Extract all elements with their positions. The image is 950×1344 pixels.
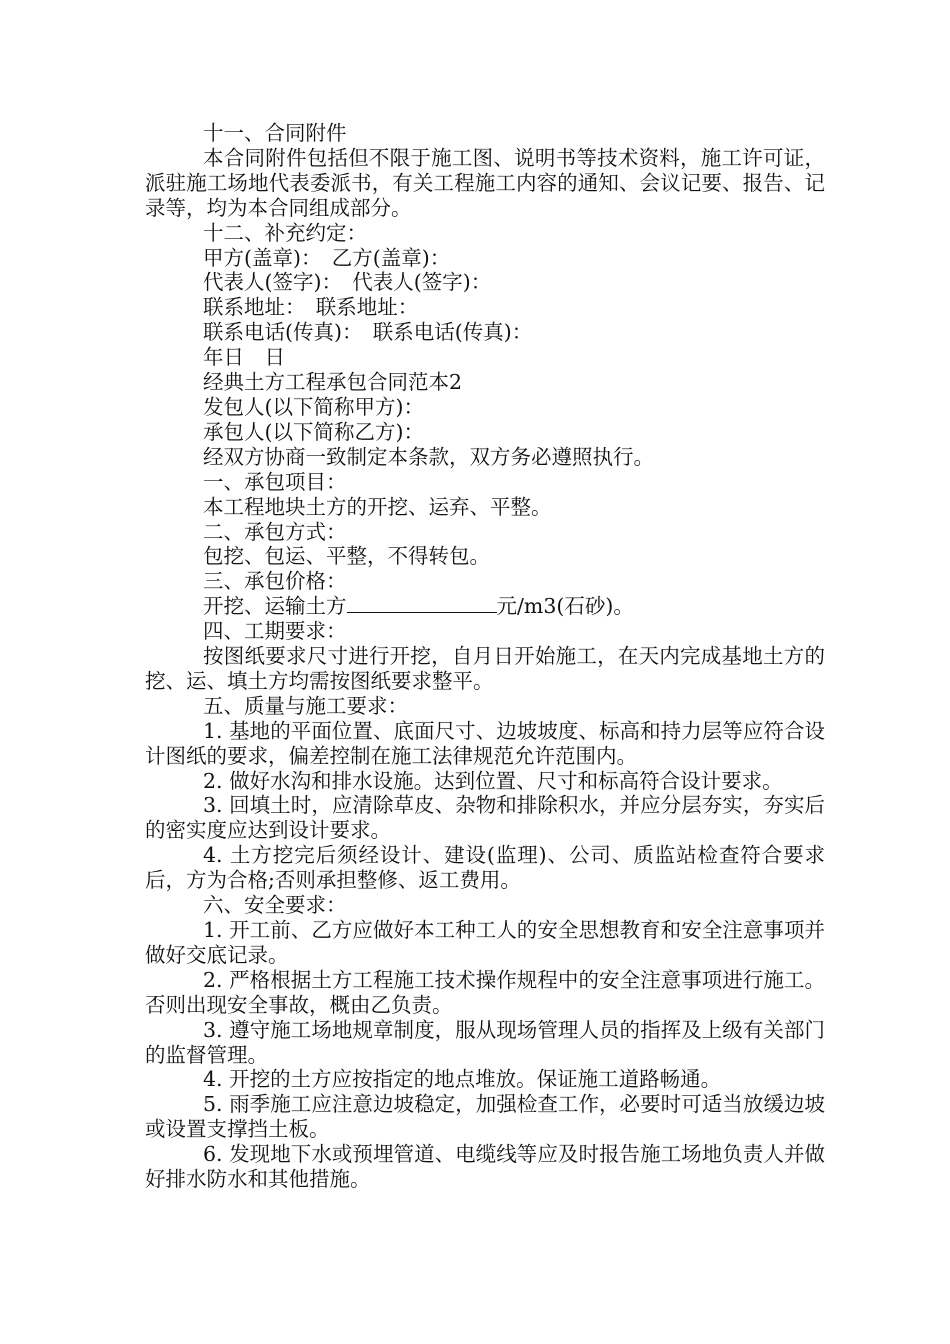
signature-line-phone: 联系电话(传真)： 联系电话(传真)：	[203, 320, 533, 345]
section-heading-method: 二、承包方式：	[203, 519, 347, 544]
signature-line-representative: 代表人(签字)： 代表人(签字)：	[203, 270, 492, 295]
section-heading-safety: 六、安全要求：	[203, 893, 347, 918]
section-heading-supplement: 十二、补充约定：	[203, 220, 367, 245]
section-heading-attachments: 十一、合同附件	[203, 121, 347, 145]
safety-item-5: 5. 雨季施工应注意边坡稳定，加强检查工作，必要时可适当放缓边坡或设置支撑挡土板。	[145, 1092, 825, 1142]
signature-line-date: 年日 日	[203, 345, 285, 370]
price-line	[145, 594, 825, 619]
signature-line-seal: 甲方(盖章)： 乙方(盖章)：	[203, 245, 451, 270]
quality-item-1: 1. 基地的平面位置、底面尺寸、边坡坡度、标高和持力层等应符合设计图纸的要求，偏差控制在施工法律规范允许范围内。	[145, 718, 825, 768]
section-heading-price: 三、承包价格：	[203, 569, 347, 594]
paragraph-project-text: 本工程地块土方的开挖、运弃、平整。	[203, 494, 552, 519]
party-a-line: 发包人(以下简称甲方)：	[203, 394, 424, 419]
document-title-sample-2: 经典土方工程承包合同范本2	[203, 370, 463, 395]
safety-item-3: 3. 遵守施工场地规章制度，服从现场管理人员的指挥及上级有关部门的监督管理。	[145, 1017, 825, 1067]
agreement-statement: 经双方协商一致制定本条款，双方务必遵照执行。	[203, 444, 654, 469]
safety-item-6: 6. 发现地下水或预埋管道、电缆线等应及时报告施工场地负责人并做好排水防水和其他措施。	[145, 1142, 825, 1192]
safety-item-4: 4. 开挖的土方应按指定的地点堆放。保证施工道路畅通。	[203, 1067, 722, 1092]
price-line-suffix: 元/m3(石砂)。	[496, 594, 634, 619]
signature-line-address: 联系地址： 联系地址：	[203, 295, 419, 320]
paragraph-method-text: 包挖、包运、平整，不得转包。	[203, 544, 490, 569]
document-body	[145, 121, 825, 1192]
safety-item-2: 2. 严格根据土方工程施工技术操作规程中的安全注意事项进行施工。否则出现安全事故，概由乙负责。	[145, 967, 825, 1017]
quality-item-2: 2. 做好水沟和排水设施。达到位置、尺寸和标高符合设计要求。	[203, 768, 783, 793]
price-blank-field	[347, 594, 497, 613]
party-b-line: 承包人(以下简称乙方)：	[203, 419, 424, 444]
quality-item-4: 4. 土方挖完后须经设计、建设(监理)、公司、质监站检查符合要求后，方为合格;否则承担整修、返工费用。	[145, 843, 825, 893]
quality-item-3: 3. 回填土时，应清除草皮、杂物和排除积水，并应分层夯实，夯实后的密实度应达到设计要求。	[145, 793, 825, 843]
paragraph-attachments-text: 本合同附件包括但不限于施工图、说明书等技术资料，施工许可证，派驻施工场地代表委派书，有关工程施工内容的通知、会议记要、报告、记录等，均为本合同组成部分。	[145, 145, 825, 220]
section-heading-project: 一、承包项目：	[203, 469, 347, 494]
section-heading-quality: 五、质量与施工要求：	[203, 693, 408, 718]
safety-item-1: 1. 开工前、乙方应做好本工种工人的安全思想教育和安全注意事项并做好交底记录。	[145, 918, 825, 967]
paragraph-schedule-text: 按图纸要求尺寸进行开挖，自月日开始施工，在天内完成基地土方的挖、运、填土方均需按图纸要求整平。	[145, 644, 825, 693]
section-heading-schedule: 四、工期要求：	[203, 619, 347, 644]
price-line-prefix: 开挖、运输土方	[203, 594, 347, 619]
